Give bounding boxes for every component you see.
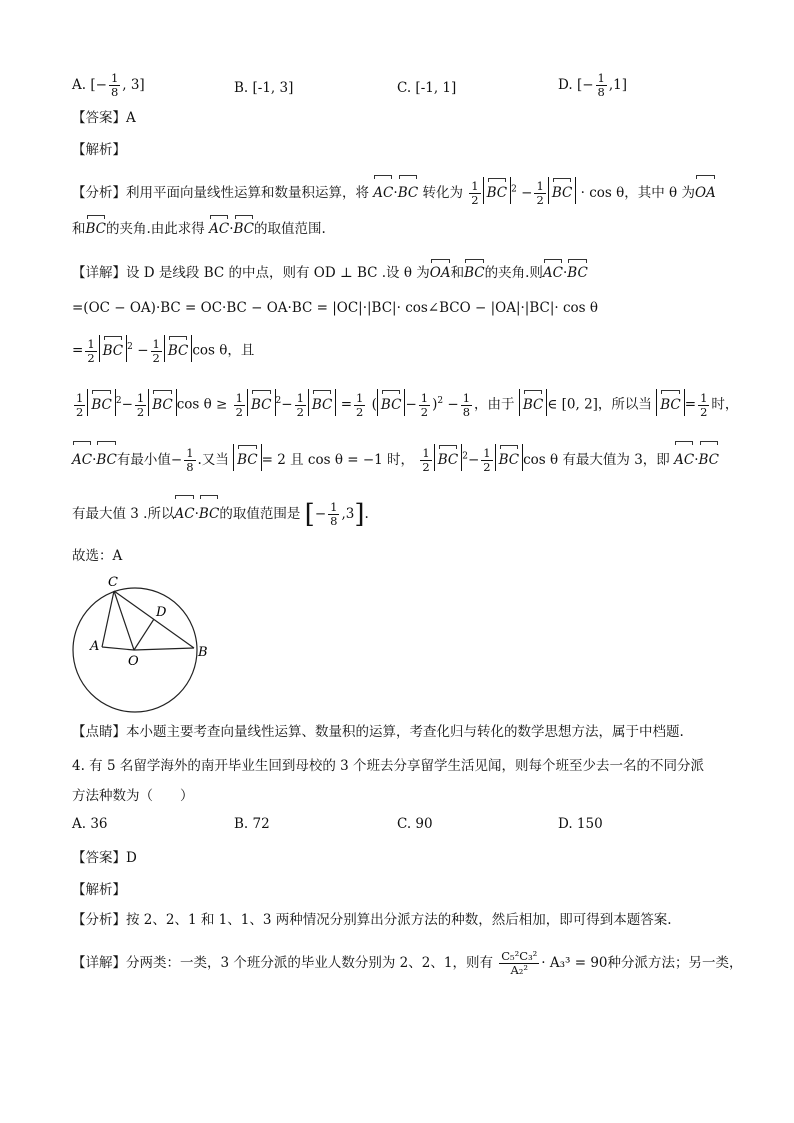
option-a: A. [− $\frac{1}{8}$ , 3] [72, 71, 145, 99]
q3-detail-line6: 有最大值 3 .所以AC·BC的取值范围是 [− $\frac{1}{8}$ ,3]. [72, 494, 734, 530]
segment-ob [134, 648, 194, 650]
q3-choose: 故选：A [72, 548, 123, 564]
fraction: $\frac{1}{8}$ [110, 71, 119, 99]
label-c: C [108, 575, 118, 590]
q3-detail-line4: $\frac{1}{2}$ BC $^2$− $\frac{1}{2}$ BC cos θ ≥ $\frac{1}{2}$ BC $^2$− $\frac{1}{2}$ BC = $\frac{1}{2}$ ( BC − $\frac{1}{2}$ )$^2$ − $\frac{1}{8}$ ，由于 BC ∈ [0, 2]，所以当 BC = $\frac{1}{2}$ 时， [76, 390, 739, 419]
q3-detail-line5: AC·BC有最小值− $\frac{1}{8}$ .又当 BC = 2 且 cos θ = −1 时， $\frac{1}{2}$ BC $^2$− $\frac{1}{2}$ BC cos θ 有最大值为 3，即 AC·BC [72, 440, 734, 475]
q4-stem-line2: 方法种数为（ ） [72, 788, 194, 804]
q3-comment: 【点睛】本小题主要考查向量线性运算、数量积的运算，考查化归与转化的数学思想方法，属于中档题. [72, 724, 684, 740]
q3-analysis-line2: 和BC的夹角.由此求得 AC·BC的取值范围. [72, 214, 734, 239]
q4-option-c: C. 90 [397, 816, 433, 832]
option-b: B. [-1, 3] [234, 80, 294, 96]
segment-od [134, 619, 154, 650]
q4-jiexi: 【解析】 [72, 882, 126, 898]
segment-ca [102, 591, 114, 647]
option-d: D. [− $\frac{1}{8}$ ,1] [558, 71, 628, 99]
label-d: D [156, 605, 167, 620]
geometry-figure [66, 574, 216, 714]
fraction: $\frac{1}{8}$ [597, 71, 605, 99]
segment-co [114, 591, 134, 650]
label-o: O [128, 654, 139, 669]
option-c: C. [-1, 1] [397, 80, 457, 96]
label-b: B [198, 645, 208, 660]
q4-option-d: D. 150 [558, 816, 603, 832]
segment-ao [102, 647, 134, 650]
q4-stem-line1: 4. 有 5 名留学海外的南开毕业生回到母校的 3 个班去分享留学生活见闻，则每个班至少去一名的不同分派 [72, 758, 705, 774]
q3-jiexi: 【解析】 [72, 142, 126, 158]
q3-detail-line1: 【详解】设 D 是线段 BC 的中点，则有 OD ⊥ BC .设 θ 为OA和BC的夹角.则AC·BC [72, 258, 734, 283]
q3-detail-line2: =(OC − OA)·BC = OC·BC − OA·BC = |OC|·|BC|· cos∠BCO − |OA|·|BC|· cos θ [72, 300, 598, 316]
label-a: A [90, 639, 100, 654]
q4-analysis: 【分析】按 2、2、1 和 1、1、3 两种情况分别算出分派方法的种数，然后相加，即可得到本题答案. [72, 912, 672, 928]
q3-analysis-line1: 【分析】利用平面向量线性运算和数量积运算，将 AC·BC 转化为 $\frac{1}{2}$ BC $^2$ − $\frac{1}{2}$ BC · cos θ，其中 θ 为OA [72, 174, 734, 207]
q3-answer: 【答案】A [72, 110, 136, 126]
q4-answer: 【答案】D [72, 850, 137, 866]
q4-option-a: A. 36 [72, 816, 108, 832]
q3-detail-line3: = $\frac{1}{2}$ BC $^2$ − $\frac{1}{2}$ BC cos θ，且 [72, 336, 255, 365]
q4-detail: 【详解】分两类：一类，3 个班分派的毕业人数分别为 2、2、1，则有 $\frac{\text{C₅²C₃²}}{\text{A₂²}}$ · A₃³ = 90种分派方法；另一类， [72, 949, 743, 977]
q4-option-b: B. 72 [234, 816, 270, 832]
